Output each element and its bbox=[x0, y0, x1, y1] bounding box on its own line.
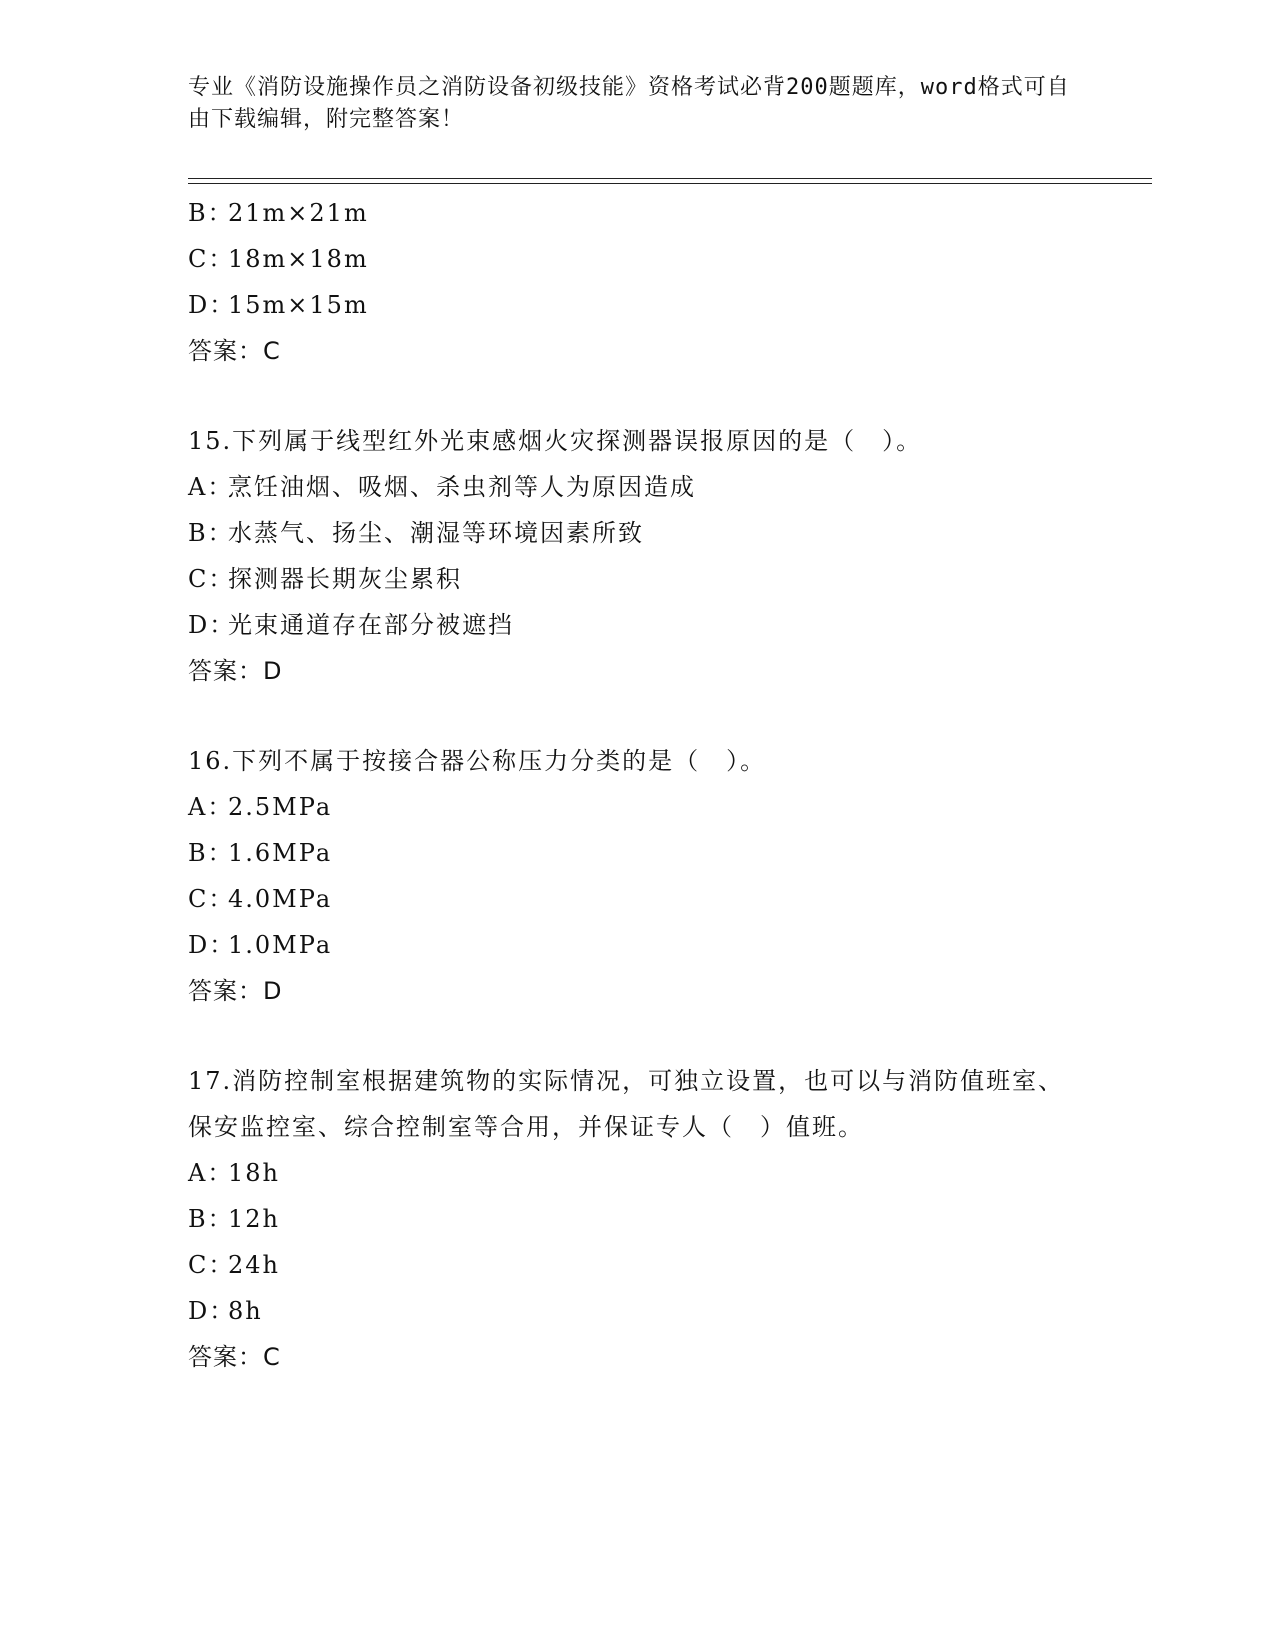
option-text: 15m×15m bbox=[228, 291, 369, 319]
option-text: 12h bbox=[228, 1205, 280, 1233]
answer-line: 答案：D bbox=[188, 977, 283, 1005]
option-a bbox=[188, 1150, 1088, 1196]
option-key: A： bbox=[188, 1159, 234, 1187]
option-text: 1.6MPa bbox=[228, 839, 333, 867]
option-text: 24h bbox=[228, 1251, 280, 1279]
option-key: B： bbox=[188, 199, 234, 227]
question-fragment bbox=[188, 190, 1088, 374]
option-text: 8h bbox=[228, 1297, 263, 1325]
option-d bbox=[188, 922, 1088, 968]
question-16 bbox=[188, 738, 1088, 1014]
question-content bbox=[188, 190, 1088, 1380]
option-key: C： bbox=[188, 245, 235, 273]
option-d bbox=[188, 1288, 1088, 1334]
option-text: 18h bbox=[228, 1159, 280, 1187]
option-b bbox=[188, 510, 1088, 556]
answer-line: 答案：C bbox=[188, 1343, 281, 1371]
option-key: C： bbox=[188, 565, 235, 593]
option-key: D： bbox=[188, 931, 236, 959]
option-b bbox=[188, 830, 1088, 876]
option-key: B： bbox=[188, 1205, 234, 1233]
question-stem: 17.消防控制室根据建筑物的实际情况，可独立设置，也可以与消防值班室、保安监控室、综合控制室等合用，并保证专人（ ）值班。 bbox=[188, 1067, 1065, 1141]
option-key: B： bbox=[188, 519, 234, 547]
option-text: 水蒸气、扬尘、潮湿等环境因素所致 bbox=[228, 519, 644, 547]
option-key: A： bbox=[188, 473, 234, 501]
question-stem: 15.下列属于线型红外光束感烟火灾探测器误报原因的是（ ）。 bbox=[188, 427, 923, 455]
option-c bbox=[188, 236, 1088, 282]
option-a bbox=[188, 784, 1088, 830]
option-text: 光束通道存在部分被遮挡 bbox=[228, 611, 514, 639]
header-divider bbox=[188, 178, 1152, 184]
option-text: 探测器长期灰尘累积 bbox=[228, 565, 462, 593]
option-key: D： bbox=[188, 611, 236, 639]
option-c bbox=[188, 1242, 1088, 1288]
option-c bbox=[188, 876, 1088, 922]
option-text: 4.0MPa bbox=[228, 885, 333, 913]
answer-line: 答案：C bbox=[188, 337, 281, 365]
option-b bbox=[188, 1196, 1088, 1242]
option-key: D： bbox=[188, 291, 236, 319]
option-key: C： bbox=[188, 1251, 235, 1279]
option-d bbox=[188, 282, 1088, 328]
option-key: A： bbox=[188, 793, 234, 821]
option-text: 1.0MPa bbox=[228, 931, 333, 959]
option-key: D： bbox=[188, 1297, 236, 1325]
question-17 bbox=[188, 1058, 1088, 1380]
option-b bbox=[188, 190, 1088, 236]
option-d bbox=[188, 602, 1088, 648]
option-key: C： bbox=[188, 885, 235, 913]
option-text: 18m×18m bbox=[228, 245, 369, 273]
answer-line: 答案：D bbox=[188, 657, 283, 685]
option-text: 烹饪油烟、吸烟、杀虫剂等人为原因造成 bbox=[228, 473, 696, 501]
page-header: 专业《消防设施操作员之消防设备初级技能》资格考试必背200题题库，word格式可自由下载编辑，附完整答案！ bbox=[188, 75, 1070, 132]
option-c bbox=[188, 556, 1088, 602]
option-text: 2.5MPa bbox=[228, 793, 333, 821]
question-15 bbox=[188, 418, 1088, 694]
option-key: B： bbox=[188, 839, 234, 867]
question-stem: 16.下列不属于按接合器公称压力分类的是（ ）。 bbox=[188, 747, 767, 775]
option-text: 21m×21m bbox=[228, 199, 369, 227]
option-a bbox=[188, 464, 1088, 510]
